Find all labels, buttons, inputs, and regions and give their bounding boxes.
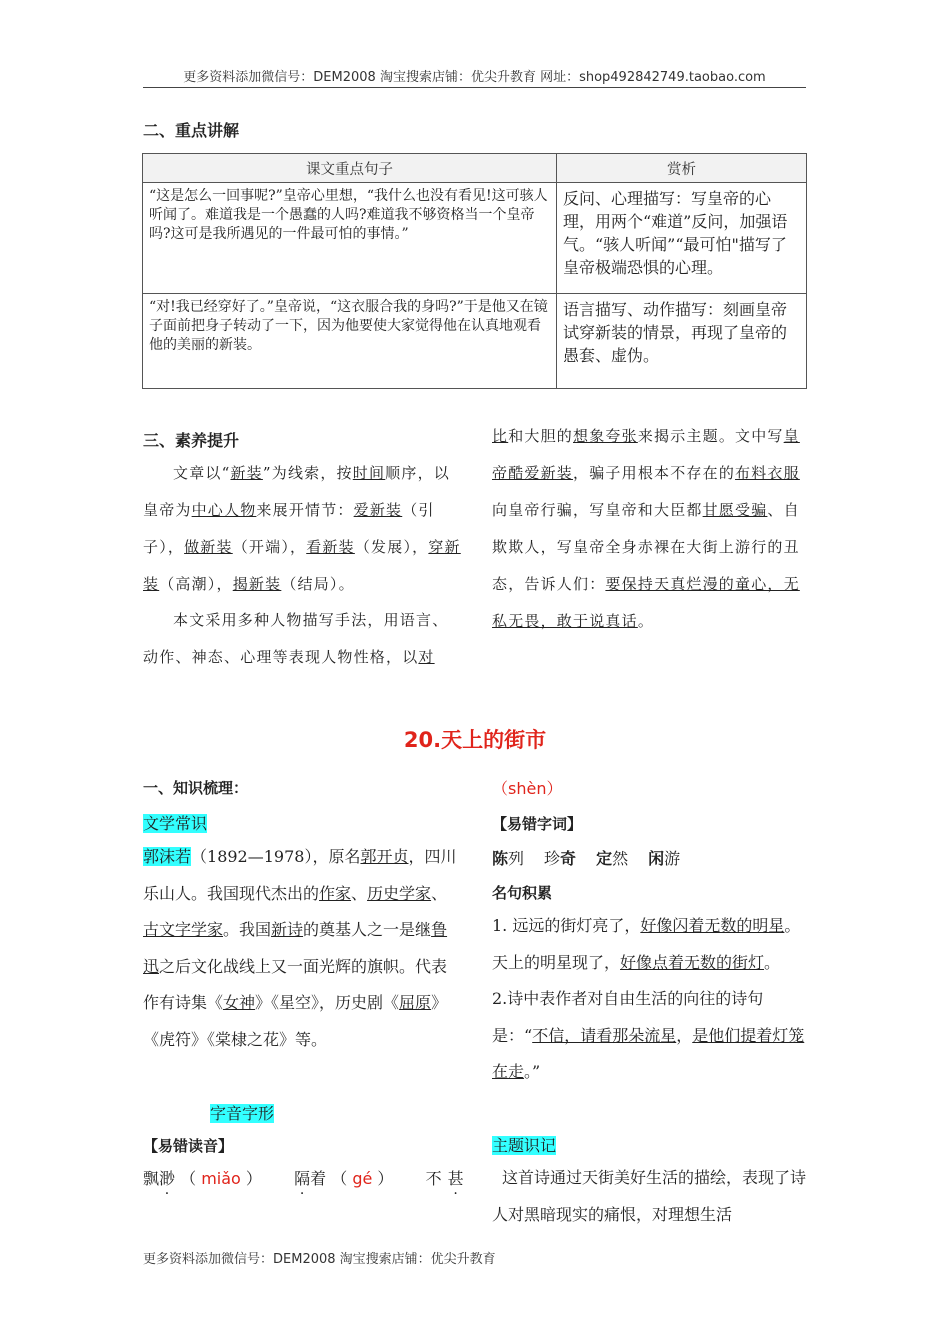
key-sentences-table	[142, 153, 807, 389]
table-cell-sentence: “这是怎么一回事呢?”皇帝心里想，“我什么也没有看见!这可骇人听闻了。难道我是一个愚蠢的人吗?难道我不够资格当一个皇帝吗?这可是我所遇见的一件最可怕的事情。”	[143, 183, 557, 294]
section3-title: 三、素养提升	[143, 431, 240, 450]
famous-lines-heading: 名句积累	[492, 884, 553, 902]
table-cell-analysis: 反问、心理描写：写皇帝的心理，用两个“难道”反问，加强语气。“骇人听闻”“最可怕"描写了皇帝极端恐惧的心理。	[557, 183, 807, 294]
suyang-paragraph-1: 文章以“新装”为线索，按时间顺序，以皇帝为中心人物来展开情节：爱新装（引子），做新装（开端），看新装（发展），穿新装（高潮），揭新装（结局）。	[143, 464, 461, 593]
list-item: 陈列	[492, 849, 525, 868]
table-row	[143, 183, 807, 294]
pronunciation-continued: （shèn）	[492, 779, 563, 798]
suyang-paragraph-3: 比和大胆的想象夸张来揭示主题。文中写皇帝酷爱新装，骗子用根本不存在的布料衣服向皇帝行骗，写皇帝和大臣都甘愿受骗、自欺欺人，写皇帝全身赤裸在大街上游行的丑态，告诉人们：要保持天真烂漫的童心，无私无畏，敢于说真话。	[492, 427, 800, 630]
list-item: 闲游	[648, 849, 681, 868]
words-list	[492, 846, 680, 869]
page-header: 更多资料添加微信号：DEM2008 淘宝搜索店铺：优尖升教育 网址：shop492842749.taobao.com	[183, 70, 766, 85]
list-item: 不 甚	[425, 1169, 464, 1188]
col-header-analysis: 赏析	[557, 154, 807, 183]
table-cell-analysis: 语言描写、动作描写：刻画皇帝试穿新装的情景，再现了皇帝的愚套、虚伪。	[557, 294, 807, 389]
author-paragraph: 郭沫若（1892—1978），原名郭开贞，四川乐山人。我国现代杰出的作家、历史学家、古文字学家。我国新诗的奠基人之一是继鲁迅之后文化战线上又一面光辉的旗帜。代表作有诗集《女神》《星空》，历史剧《屈原》《虎符》《棠棣之花》等。	[143, 847, 457, 1049]
suyang-paragraph-2: 本文采用多种人物描写手法，用语言、动作、神态、心理等表现人物性格，以对	[143, 611, 449, 666]
list-item: 定然	[596, 849, 629, 868]
list-item: 飘渺 （ miǎo ）	[143, 1169, 262, 1188]
words-heading: 【易错字词】	[492, 815, 583, 833]
theme-paragraph: 这首诗通过天街美好生活的描绘，表现了诗人对黑暗现实的痛恨，对理想生活	[492, 1168, 807, 1224]
pronunciation-list	[143, 1166, 463, 1189]
table-header-row	[143, 154, 807, 183]
tag-literature: 文学常识	[143, 814, 208, 833]
list-item: 隔着 （ gé ）	[294, 1169, 394, 1188]
table-cell-sentence: “对!我已经穿好了。”皇帝说，“这衣服合我的身吗?”于是他又在镜子面前把身子转动了一下，因为他要使大家觉得他在认真地观看他的美丽的新装。	[143, 294, 557, 389]
section2-title: 二、重点讲解	[143, 121, 240, 140]
knowledge-title: 一、知识梳理：	[143, 779, 249, 797]
page-footer: 更多资料添加微信号：DEM2008 淘宝搜索店铺：优尖升教育	[143, 1252, 496, 1267]
tag-pronunciation: 字音字形	[210, 1104, 275, 1123]
famous-lines-2: 2.诗中表作者对自由生活的向往的诗句是：“不信，请看那朵流星，是他们提着灯笼在走。”	[492, 989, 805, 1081]
col-header-sentence: 课文重点句子	[143, 154, 557, 183]
tag-theme: 主题识记	[492, 1136, 557, 1155]
famous-lines-1: 1. 远远的街灯亮了，好像闪着无数的明星。天上的明星现了，好像点着无数的街灯。	[492, 916, 801, 972]
list-item: 珍奇	[544, 849, 577, 868]
header-divider	[143, 87, 806, 88]
lesson-title: 20.天上的街市	[403, 728, 547, 752]
table-row	[143, 294, 807, 389]
pronunciation-heading: 【易错读音】	[143, 1137, 234, 1155]
